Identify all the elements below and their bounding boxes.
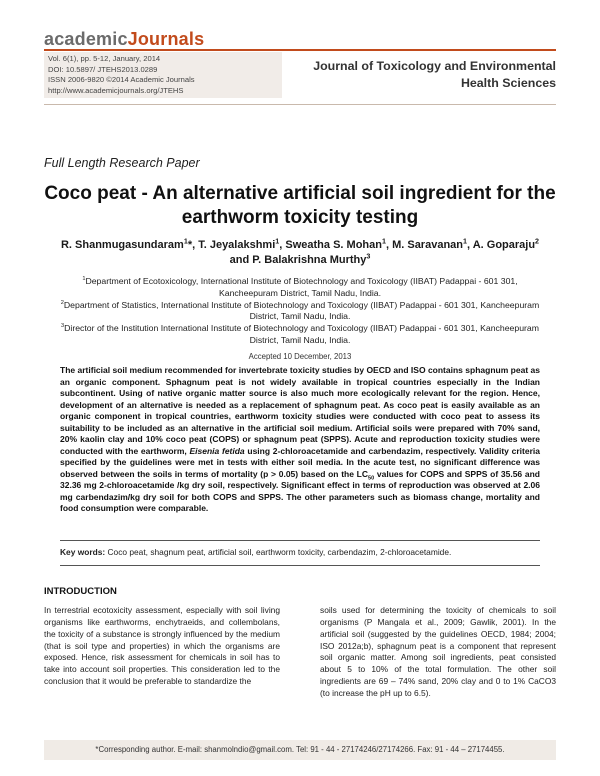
header-rule — [44, 49, 556, 51]
abstract-divider — [60, 540, 540, 541]
paper-title: Coco peat - An alternative artificial soil ingredient for the earthworm toxicity testing — [44, 183, 556, 228]
abstract-text: The artificial soil medium recommended for invertebrate toxicity studies by OECD and ISO contains sphagnum peat as an organic component. Sphagnum peat is not widely available in tropical countries especially in the Indian subcontinent. Using of native organic matter source is also much more ecologically relevant for the region. Hence, development of an alternative is needed as a replacement of sphagnum peat. As coco peat is easily available as an organic component in tropical countries, earthworm toxicity studies were conducted with coco peat to assess its suitability to be included as an alternative in the artificial soil medium. Artificial soils were prepared with 70% sand, 20% kaolin clay and 10% coco peat (COPS) or sphagnum peat (SPPS). Acute and reproduction toxicity studies were conducted with the earthworm, — [60, 365, 540, 456]
author-name: M. Saravanan — [392, 239, 463, 251]
header-divider — [44, 104, 556, 105]
author-name: T. Jeyalakshmi — [198, 239, 276, 251]
affiliation-text: Department of Statistics, International Institute of Biotechnology and Toxicology (IIBAT) Padappai - 601 301, Kancheepuram District, Tamil Nadu, India. — [63, 299, 540, 322]
affiliation-number: 2 — [60, 299, 64, 306]
section-heading: INTRODUCTION — [44, 586, 117, 597]
affiliation-item — [52, 323, 548, 347]
intro-right-column: soils used for determining the toxicity of chemicals to soil organisms (P Mangala et al., 2009; Gawlik, 2001). In the artificial soil (suggested by the guidelines OECD, 1984; 2004; ISO 2012a;b), sphagnum peat is a component that represent soil organic matter. Among soil ingredients, peat consisted about 5 to 10% of the total formulation. The other soil ingredients are 69 – 74% sand, 20% clay and 0 to 1% CaCO3 (to increase the pH up to 6.5). — [320, 605, 556, 698]
abstract — [60, 365, 540, 515]
author-separator: *, — [187, 239, 199, 251]
keywords-text: Coco peat, shagnum peat, artificial soil, earthworm toxicity, carbendazim, 2-chloroacetamide. — [107, 547, 452, 557]
author-affil-ref: 1 — [381, 237, 386, 246]
author-name: P. Balakrishna Murthy — [252, 254, 367, 266]
keywords-label: Key words: — [60, 547, 106, 557]
author-name: A. Goparaju — [472, 239, 536, 251]
species-name: Eisenia fetida — [189, 445, 245, 456]
abstract-text: using 2-chloroacetamide and carbendazim, respectively. Validity criteria specified by the guidelines were met in tests with either soil media. In the acute test, no significant difference was observed between the soils in terms of mortality (p > 0.05) based on the LC — [60, 445, 540, 479]
meta-issn: ISSN 2006-9820 ©2014 Academic Journals — [48, 75, 195, 85]
author-affil-ref: 1 — [183, 237, 188, 246]
author-separator: , — [279, 239, 286, 251]
meta-volume: Vol. 6(1), pp. 5-12, January, 2014 — [48, 54, 161, 63]
author-list — [60, 238, 540, 268]
accepted-date: Accepted 10 December, 2013 — [248, 352, 352, 361]
keywords-divider — [60, 565, 540, 566]
author-name: R. Shanmugasundaram — [60, 239, 184, 251]
author-separator: and — [229, 254, 253, 266]
publisher-logo — [44, 29, 204, 50]
affiliation-item — [52, 300, 548, 324]
meta-url[interactable]: http://www.academicjournals.org/JTEHS — [48, 85, 184, 95]
affiliation-text: Department of Ecotoxicology, International Institute of Biotechnology and Toxicology (IIBAT) Padappai - 601 301, Kancheepuram District, Tamil Nadu, India. — [85, 276, 518, 298]
paper-type: Full Length Research Paper — [44, 156, 200, 170]
affiliation-number: 1 — [82, 276, 86, 283]
logo-part-journals: Journals — [127, 29, 205, 49]
logo-part-academic: academic — [44, 29, 128, 49]
abstract-text: values for COPS and SPPS of 35.56 and 32.36 mg 2-chloroacetamide /kg dry soil, respectively. Significant effect in terms of reproduction was observed at 2.06 mg carbendazim/kg dry soil for both COPS and SPPS. The other parameters such as biomass change, mortality and food consumption were comparable. — [60, 468, 540, 513]
affiliation-item — [52, 276, 548, 300]
meta-doi: DOI: 10.5897/ JTEHS2013.0289 — [48, 64, 158, 74]
lc-subscript: 50 — [368, 475, 375, 482]
intro-left-column: In terrestrial ecotoxicity assessment, especially with soil living organisms like earthworms, enchytraeids, and collembolans, the toxicity of a substance is strongly influenced by the medium (that is soil type and properties) in which the organisms are exposed. Hence, risk assessment for chemicals in soil has to take into account soil properties. This consideration led to the conclusion that it would be preferable to standardize the — [44, 605, 280, 687]
author-affil-ref: 2 — [535, 237, 540, 246]
journal-name: Journal of Toxicology and Environmental Health Sciences — [313, 59, 556, 90]
article-meta — [44, 52, 282, 98]
keywords — [60, 547, 540, 557]
author-affil-ref: 1 — [463, 237, 467, 246]
affiliation-text: Director of the Institution International Institute of Biotechnology and Toxicology (IIBAT) Padappai - 601 301, Kancheepuram District, Tamil Nadu, India. — [64, 323, 539, 345]
author-affil-ref: 1 — [275, 237, 280, 246]
affiliation-number: 3 — [60, 323, 65, 330]
correspondence-footer: *Corresponding author. E-mail: shanmolndio@gmail.com. Tel: 91 - 44 - 27174246/27174266. Fax: 91 - 44 – 27174455. — [44, 740, 556, 760]
author-separator: , — [466, 239, 473, 251]
author-name: Sweatha S. Mohan — [285, 239, 382, 251]
author-separator: , — [385, 239, 393, 251]
affiliations — [52, 276, 548, 347]
author-affil-ref: 3 — [366, 252, 371, 261]
